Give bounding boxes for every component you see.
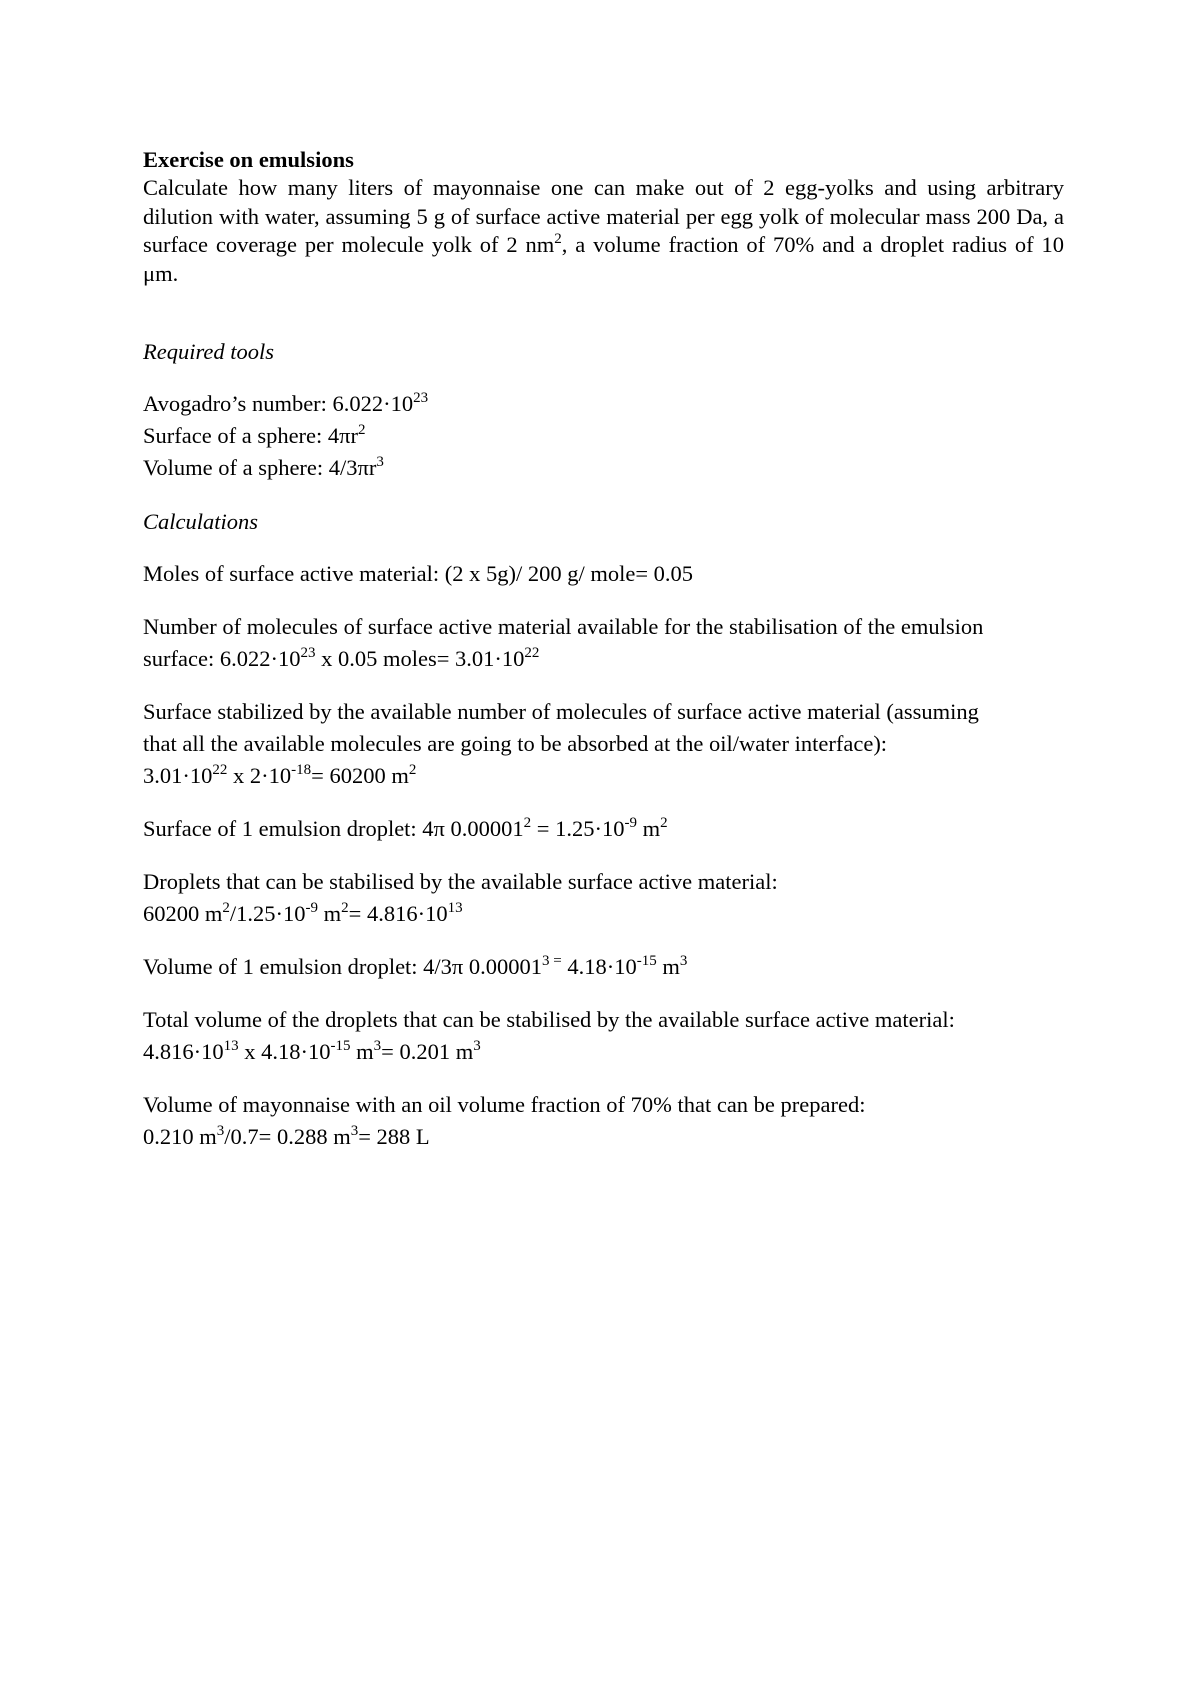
total-volume-equation (143, 1036, 1064, 1068)
mayonnaise-a: 0.210 m (143, 1124, 217, 1149)
droplets-d: = 4.816·10 (348, 901, 448, 926)
mayonnaise-a-sup: 3 (216, 1123, 225, 1139)
droplet-volume-a-sup: 3 = (542, 953, 562, 969)
surface-eq-a: 3.01·10 (143, 763, 213, 788)
mayonnaise-b: /0.7= 0.288 m (224, 1124, 351, 1149)
avogadro-text: Avogadro’s number: 6.022·10 (143, 391, 414, 416)
surface-eq-b-sup: -18 (291, 762, 312, 778)
molecules-eq-b: x 0.05 moles= 3.01·10 (315, 646, 525, 671)
total-volume-d: = 0.201 m (381, 1039, 474, 1064)
sphere-volume-line (143, 452, 1064, 484)
calculations-heading: Calculations (143, 509, 259, 534)
surface-eq-c: = 60200 m (311, 763, 409, 788)
droplet-volume-c-sup: 3 (679, 953, 688, 969)
droplet-surface-line (143, 813, 1064, 845)
surface-label-1: Surface stabilized by the available number of molecules of surface active material (assuming (143, 699, 979, 724)
moles-line: Moles of surface active material: (2 x 5g)/ 200 g/ mole= 0.05 (143, 561, 694, 586)
mayonnaise-b-sup: 3 (350, 1123, 359, 1139)
droplet-volume-a: Volume of 1 emulsion droplet: 4/3π 0.00001 (143, 954, 543, 979)
total-volume-label: Total volume of the droplets that can be stabilised by the available surface active material: (143, 1007, 955, 1032)
total-volume-b: x 4.18·10 (238, 1039, 331, 1064)
droplet-surface-a: Surface of 1 emulsion droplet: 4π 0.00001 (143, 816, 524, 841)
mayonnaise-c: = 288 L (358, 1124, 430, 1149)
total-volume-a: 4.816·10 (143, 1039, 224, 1064)
molecules-eq-b-sup: 22 (524, 645, 540, 661)
sphere-surface-text: Surface of a sphere: 4πr (143, 423, 359, 448)
droplets-d-sup: 13 (447, 900, 463, 916)
total-volume-d-sup: 3 (473, 1038, 481, 1054)
surface-eq-c-sup: 2 (408, 762, 417, 778)
droplet-surface-b: = 1.25·10 (531, 816, 625, 841)
molecules-eq-a: surface: 6.022·10 (143, 646, 301, 671)
droplets-a-sup: 2 (222, 900, 230, 916)
exercise-intro (143, 174, 1064, 288)
total-volume-a-sup: 13 (223, 1038, 239, 1054)
molecules-equation (143, 643, 1064, 675)
molecules-eq-a-sup: 23 (300, 645, 316, 661)
surface-equation (143, 760, 1064, 792)
droplet-volume-b: 4.18·10 (561, 954, 637, 979)
avogadro-sup: 23 (413, 390, 429, 406)
surface-eq-a-sup: 22 (212, 762, 228, 778)
droplets-a: 60200 m (143, 901, 223, 926)
droplet-volume-line (143, 951, 1064, 983)
droplets-b: /1.25·10 (229, 901, 306, 926)
tools-heading: Required tools (143, 339, 275, 364)
total-volume-c: m (350, 1039, 374, 1064)
sphere-volume-sup: 3 (376, 454, 384, 470)
droplets-c-sup: 2 (341, 900, 349, 916)
mayonnaise-equation (143, 1121, 1064, 1153)
droplets-equation (143, 898, 1064, 930)
sphere-surface-line (143, 420, 1064, 452)
surface-eq-b: x 2·10 (227, 763, 292, 788)
droplet-surface-a-sup: 2 (523, 815, 532, 831)
droplet-surface-b-sup: -9 (624, 815, 637, 831)
sphere-surface-sup: 2 (358, 422, 366, 438)
mayonnaise-label: Volume of mayonnaise with an oil volume fraction of 70% that can be prepared: (143, 1092, 866, 1117)
surface-label-2: that all the available molecules are going to be absorbed at the oil/water interface): (143, 731, 888, 756)
droplets-label: Droplets that can be stabilised by the available surface active material: (143, 869, 778, 894)
droplets-b-sup: -9 (305, 900, 319, 916)
exercise-title: Exercise on emulsions (143, 147, 354, 172)
droplet-surface-c: m (636, 816, 661, 841)
total-volume-b-sup: -15 (330, 1038, 351, 1054)
droplets-c: m (318, 901, 342, 926)
droplet-surface-c-sup: 2 (660, 815, 668, 831)
avogadro-line (143, 388, 1064, 420)
intro-text-a: Calculate how many liters of mayonnaise one can make out of 2 egg-yolks and using arbitrary dilution with water, assuming 5 g of surface active material per egg yolk of molecular mass 200 Da, a surface coverage per molecule yolk of 2 nm (143, 175, 1064, 257)
molecules-label: Number of molecules of surface active material available for the stabilisation of the emulsion (143, 614, 984, 639)
intro-text-b: , a volume fraction of 70% and a droplet radius of 10 μm. (143, 232, 1065, 286)
sphere-volume-text: Volume of a sphere: 4/3πr (143, 455, 377, 480)
intro-sup: 2 (554, 231, 562, 247)
total-volume-c-sup: 3 (373, 1038, 382, 1054)
droplet-volume-c: m (656, 954, 680, 979)
droplet-volume-b-sup: -15 (636, 953, 657, 969)
document-body (143, 146, 1064, 1153)
